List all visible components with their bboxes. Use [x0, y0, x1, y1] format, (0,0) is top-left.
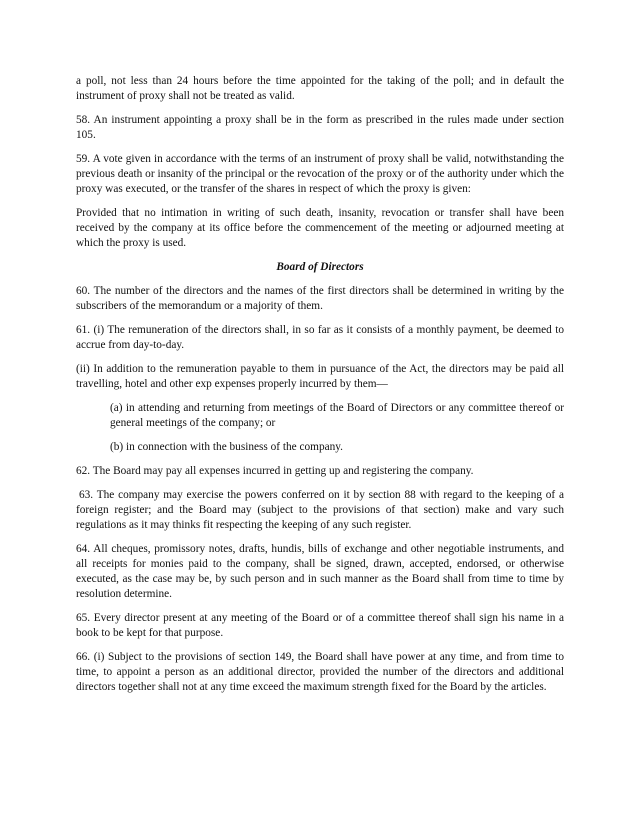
paragraph-59: 59. A vote given in accordance with the terms of an instrument of proxy shall be valid, notwithstanding the previous death or insanity of the principal or the revocation of the proxy or of the authority under which the proxy was executed, or the transfer of the shares in respect of which the proxy is given: [76, 153, 564, 195]
paragraph-proviso: Provided that no intimation in writing of such death, insanity, revocation or transfer shall have been received by the company at its office before the commencement of the meeting or adjourned meeting at which the proxy is used. [76, 207, 564, 249]
paragraph-58: 58. An instrument appointing a proxy shall be in the form as prescribed in the rules made under section 105. [76, 114, 564, 141]
paragraph-60: 60. The number of the directors and the names of the first directors shall be determined in writing by the subscribers of the memorandum or a majority of them. [76, 285, 564, 312]
paragraph-61-ii: (ii) In addition to the remuneration payable to them in pursuance of the Act, the directors may be paid all travelling, hotel and other exp expenses properly incurred by them— [76, 363, 564, 390]
paragraph-65: 65. Every director present at any meeting of the Board or of a committee thereof shall sign his name in a book to be kept for that purpose. [76, 612, 564, 639]
paragraph-66-i: 66. (i) Subject to the provisions of section 149, the Board shall have power at any time, and from time to time, to appoint a person as an additional director, provided the number of the directors and additional directors together shall not at any time exceed the maximum strength fixed for the Board by the articles. [76, 651, 564, 693]
paragraph-61-ii-a: (a) in attending and returning from meetings of the Board of Directors or any committee thereof or general meetings of the company; or [110, 402, 564, 429]
section-heading-board-of-directors: Board of Directors [276, 261, 364, 273]
paragraph-64: 64. All cheques, promissory notes, drafts, hundis, bills of exchange and other negotiable instruments, and all receipts for monies paid to the company, shall be signed, drawn, accepted, endorsed, or otherwise executed, as the case may be, by such person and in such manner as the Board shall from time to time by resolution determine. [76, 543, 564, 600]
paragraph-61-i: 61. (i) The remuneration of the directors shall, in so far as it consists of a monthly payment, be deemed to accrue from day-to-day. [76, 324, 564, 351]
document-page [76, 74, 564, 704]
paragraph-63: 63. The company may exercise the powers conferred on it by section 88 with regard to the keeping of a foreign register; and the Board may (subject to the provisions of that section) make and vary such regulations as it may thinks fit respecting the keeping of any such register. [76, 489, 564, 531]
paragraph-62: 62. The Board may pay all expenses incurred in getting up and registering the company. [76, 465, 474, 477]
paragraph-proxy-poll: a poll, not less than 24 hours before the time appointed for the taking of the poll; and in default the instrument of proxy shall not be treated as valid. [76, 75, 564, 102]
paragraph-61-ii-b: (b) in connection with the business of the company. [110, 441, 343, 453]
